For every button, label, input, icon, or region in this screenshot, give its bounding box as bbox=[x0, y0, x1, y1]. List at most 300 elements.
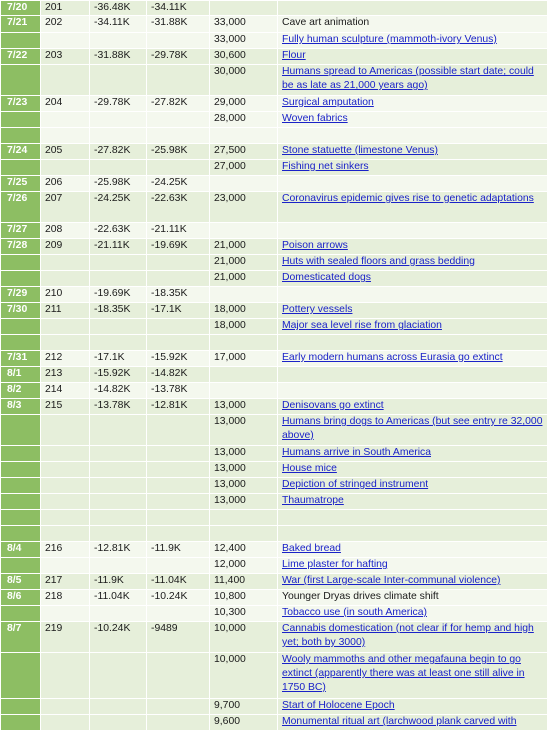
event-cell[interactable] bbox=[278, 383, 548, 399]
end-value-cell[interactable] bbox=[147, 239, 210, 255]
date-text: 7/29 bbox=[7, 288, 28, 299]
table-row bbox=[1, 542, 548, 558]
day-number-cell[interactable] bbox=[41, 223, 90, 239]
event-link[interactable]: Poison arrows bbox=[282, 240, 348, 251]
day-number-cell[interactable] bbox=[41, 255, 90, 271]
event-link[interactable]: Fishing net sinkers bbox=[282, 161, 369, 172]
start-value-text: -10.24K bbox=[94, 623, 131, 634]
event-cell[interactable] bbox=[278, 478, 548, 494]
date-cell[interactable] bbox=[1, 1, 41, 16]
start-value-cell[interactable] bbox=[90, 462, 147, 478]
day-number-cell[interactable] bbox=[41, 653, 90, 699]
start-value-cell[interactable] bbox=[90, 399, 147, 415]
date-cell[interactable] bbox=[1, 399, 41, 415]
start-value-cell[interactable] bbox=[90, 478, 147, 494]
event-link[interactable]: Lime plaster for hafting bbox=[282, 559, 388, 570]
date-cell[interactable] bbox=[1, 383, 41, 399]
day-number-cell[interactable] bbox=[41, 33, 90, 49]
table-row bbox=[1, 367, 548, 383]
event-cell[interactable] bbox=[278, 192, 548, 223]
event-link[interactable]: Huts with sealed floors and grass bedding bbox=[282, 256, 475, 267]
years-ago-cell[interactable] bbox=[210, 462, 278, 478]
start-value-cell[interactable] bbox=[90, 49, 147, 65]
event-link[interactable]: Humans arrive in South America bbox=[282, 447, 431, 458]
event-link[interactable]: Pottery vessels bbox=[282, 304, 353, 315]
event-cell[interactable] bbox=[278, 558, 548, 574]
day-number-cell[interactable] bbox=[41, 699, 90, 715]
day-number-cell[interactable] bbox=[41, 446, 90, 462]
years-ago-cell[interactable] bbox=[210, 49, 278, 65]
end-value-cell[interactable] bbox=[147, 255, 210, 271]
event-link[interactable]: Early modern humans across Eurasia go extinct bbox=[282, 352, 503, 363]
day-number-cell[interactable] bbox=[41, 494, 90, 510]
end-value-text: -12.81K bbox=[151, 400, 188, 411]
years-ago-cell[interactable] bbox=[210, 415, 278, 446]
end-value-cell[interactable] bbox=[147, 622, 210, 653]
start-value-text: -18.35K bbox=[94, 304, 131, 315]
years-ago-cell[interactable] bbox=[210, 383, 278, 399]
end-value-cell[interactable] bbox=[147, 399, 210, 415]
years-ago-cell[interactable] bbox=[210, 653, 278, 699]
date-cell[interactable] bbox=[1, 699, 41, 715]
day-number-cell[interactable] bbox=[41, 399, 90, 415]
years-ago-cell[interactable] bbox=[210, 176, 278, 192]
event-link[interactable]: Tobacco use (in south America) bbox=[282, 607, 427, 618]
day-number-cell[interactable] bbox=[41, 367, 90, 383]
day-number-cell[interactable] bbox=[41, 462, 90, 478]
years-ago-cell[interactable] bbox=[210, 335, 278, 351]
table-row bbox=[1, 128, 548, 144]
years-ago-cell[interactable] bbox=[210, 1, 278, 16]
day-number-cell[interactable] bbox=[41, 96, 90, 112]
event-link[interactable]: Fully human sculpture (mammoth-ivory Venus) bbox=[282, 34, 497, 45]
date-cell[interactable] bbox=[1, 622, 41, 653]
event-cell[interactable] bbox=[278, 510, 548, 526]
event-cell[interactable] bbox=[278, 96, 548, 112]
table-row bbox=[1, 112, 548, 128]
end-value-cell[interactable] bbox=[147, 510, 210, 526]
day-number-cell[interactable] bbox=[41, 303, 90, 319]
end-value-text: -27.82K bbox=[151, 97, 188, 108]
event-link[interactable]: War (first Large-scale Inter-communal violence) bbox=[282, 575, 501, 586]
date-cell[interactable] bbox=[1, 606, 41, 622]
end-value-cell[interactable] bbox=[147, 160, 210, 176]
date-cell[interactable] bbox=[1, 65, 41, 96]
years-ago-text: 17,000 bbox=[214, 352, 246, 363]
years-ago-text: 28,000 bbox=[214, 113, 246, 124]
day-number-cell[interactable] bbox=[41, 335, 90, 351]
date-cell[interactable] bbox=[1, 128, 41, 144]
event-cell[interactable] bbox=[278, 144, 548, 160]
years-ago-cell[interactable] bbox=[210, 367, 278, 383]
date-cell[interactable] bbox=[1, 526, 41, 542]
day-number-cell[interactable] bbox=[41, 319, 90, 335]
day-number-text: 207 bbox=[45, 193, 63, 204]
end-value-cell[interactable] bbox=[147, 49, 210, 65]
date-cell[interactable] bbox=[1, 367, 41, 383]
end-value-cell[interactable] bbox=[147, 606, 210, 622]
end-value-cell[interactable] bbox=[147, 542, 210, 558]
end-value-cell[interactable] bbox=[147, 144, 210, 160]
start-value-cell[interactable] bbox=[90, 415, 147, 446]
event-link[interactable]: Denisovans go extinct bbox=[282, 400, 384, 411]
day-number-cell[interactable] bbox=[41, 112, 90, 128]
start-value-cell[interactable] bbox=[90, 16, 147, 33]
date-text: 7/26 bbox=[7, 193, 28, 204]
years-ago-cell[interactable] bbox=[210, 399, 278, 415]
day-number-cell[interactable] bbox=[41, 1, 90, 16]
start-value-cell[interactable] bbox=[90, 383, 147, 399]
day-number-cell[interactable] bbox=[41, 590, 90, 606]
years-ago-cell[interactable] bbox=[210, 478, 278, 494]
start-value-cell[interactable] bbox=[90, 653, 147, 699]
event-cell[interactable] bbox=[278, 606, 548, 622]
years-ago-cell[interactable] bbox=[210, 494, 278, 510]
day-number-cell[interactable] bbox=[41, 622, 90, 653]
date-cell[interactable] bbox=[1, 176, 41, 192]
day-number-cell[interactable] bbox=[41, 239, 90, 255]
years-ago-cell[interactable] bbox=[210, 351, 278, 367]
date-cell[interactable] bbox=[1, 49, 41, 65]
end-value-cell[interactable] bbox=[147, 478, 210, 494]
event-cell[interactable] bbox=[278, 223, 548, 239]
years-ago-cell[interactable] bbox=[210, 590, 278, 606]
date-cell[interactable] bbox=[1, 287, 41, 303]
end-value-cell[interactable] bbox=[147, 319, 210, 335]
day-number-cell[interactable] bbox=[41, 526, 90, 542]
years-ago-cell[interactable] bbox=[210, 271, 278, 287]
date-cell[interactable] bbox=[1, 16, 41, 33]
event-link[interactable]: Humans spread to Americas (possible start date; could be as late as 21,000 years ago) bbox=[282, 66, 534, 91]
end-value-cell[interactable] bbox=[147, 574, 210, 590]
day-number-cell[interactable] bbox=[41, 160, 90, 176]
day-number-cell[interactable] bbox=[41, 176, 90, 192]
day-number-cell[interactable] bbox=[41, 49, 90, 65]
date-cell[interactable] bbox=[1, 160, 41, 176]
start-value-cell[interactable] bbox=[90, 622, 147, 653]
event-link[interactable]: Coronavirus epidemic gives rise to genetic adaptations bbox=[282, 193, 534, 204]
start-value-cell[interactable] bbox=[90, 239, 147, 255]
event-cell[interactable] bbox=[278, 351, 548, 367]
date-cell[interactable] bbox=[1, 510, 41, 526]
years-ago-cell[interactable] bbox=[210, 112, 278, 128]
event-link[interactable]: Flour bbox=[282, 50, 306, 61]
date-cell[interactable] bbox=[1, 590, 41, 606]
day-number-cell[interactable] bbox=[41, 574, 90, 590]
years-ago-cell[interactable] bbox=[210, 446, 278, 462]
end-value-cell[interactable] bbox=[147, 590, 210, 606]
event-link[interactable]: Cannabis domestication (not clear if for hemp and high yet; both by 3000) bbox=[282, 623, 534, 648]
event-link[interactable]: Thaumatrope bbox=[282, 495, 344, 506]
start-value-cell[interactable] bbox=[90, 128, 147, 144]
end-value-cell[interactable] bbox=[147, 271, 210, 287]
date-cell[interactable] bbox=[1, 542, 41, 558]
years-ago-cell[interactable] bbox=[210, 16, 278, 33]
day-number-cell[interactable] bbox=[41, 128, 90, 144]
event-link[interactable]: Depiction of stringed instrument bbox=[282, 479, 429, 490]
end-value-cell[interactable] bbox=[147, 653, 210, 699]
event-cell[interactable] bbox=[278, 590, 548, 606]
years-ago-cell[interactable] bbox=[210, 287, 278, 303]
event-cell[interactable] bbox=[278, 160, 548, 176]
start-value-cell[interactable] bbox=[90, 542, 147, 558]
event-cell[interactable] bbox=[278, 49, 548, 65]
table-row bbox=[1, 383, 548, 399]
end-value-cell[interactable] bbox=[147, 351, 210, 367]
years-ago-cell[interactable] bbox=[210, 303, 278, 319]
date-cell[interactable] bbox=[1, 335, 41, 351]
end-value-text: -11.04K bbox=[151, 575, 187, 586]
date-cell[interactable] bbox=[1, 574, 41, 590]
day-number-cell[interactable] bbox=[41, 192, 90, 223]
start-value-cell[interactable] bbox=[90, 223, 147, 239]
years-ago-text: 18,000 bbox=[214, 304, 246, 315]
date-cell[interactable] bbox=[1, 223, 41, 239]
event-link[interactable]: Humans bring dogs to Americas (but see entry re 32,000 above) bbox=[282, 416, 543, 441]
years-ago-cell[interactable] bbox=[210, 542, 278, 558]
date-cell[interactable] bbox=[1, 558, 41, 574]
start-value-cell[interactable] bbox=[90, 446, 147, 462]
years-ago-cell[interactable] bbox=[210, 255, 278, 271]
start-value-cell[interactable] bbox=[90, 558, 147, 574]
years-ago-cell[interactable] bbox=[210, 65, 278, 96]
day-number-text: 211 bbox=[45, 304, 62, 315]
start-value-cell[interactable] bbox=[90, 526, 147, 542]
end-value-cell[interactable] bbox=[147, 33, 210, 49]
start-value-cell[interactable] bbox=[90, 699, 147, 715]
years-ago-text: 13,000 bbox=[214, 447, 246, 458]
years-ago-cell[interactable] bbox=[210, 239, 278, 255]
years-ago-text: 12,400 bbox=[214, 543, 246, 554]
day-number-cell[interactable] bbox=[41, 558, 90, 574]
years-ago-cell[interactable] bbox=[210, 622, 278, 653]
event-cell[interactable] bbox=[278, 526, 548, 542]
date-cell[interactable] bbox=[1, 715, 41, 731]
years-ago-cell[interactable] bbox=[210, 128, 278, 144]
end-value-cell[interactable] bbox=[147, 415, 210, 446]
event-cell[interactable] bbox=[278, 319, 548, 335]
event-link[interactable]: Major sea level rise from glaciation bbox=[282, 320, 442, 331]
years-ago-cell[interactable] bbox=[210, 510, 278, 526]
years-ago-text: 13,000 bbox=[214, 463, 246, 474]
date-cell[interactable] bbox=[1, 255, 41, 271]
day-number-cell[interactable] bbox=[41, 16, 90, 33]
start-value-cell[interactable] bbox=[90, 494, 147, 510]
day-number-cell[interactable] bbox=[41, 271, 90, 287]
years-ago-cell[interactable] bbox=[210, 192, 278, 223]
event-cell[interactable] bbox=[278, 271, 548, 287]
event-cell[interactable] bbox=[278, 303, 548, 319]
start-value-cell[interactable] bbox=[90, 160, 147, 176]
day-number-text: 209 bbox=[45, 240, 63, 251]
event-cell[interactable] bbox=[278, 622, 548, 653]
start-value-cell[interactable] bbox=[90, 33, 147, 49]
day-number-text: 214 bbox=[45, 384, 63, 395]
event-cell[interactable] bbox=[278, 335, 548, 351]
day-number-cell[interactable] bbox=[41, 383, 90, 399]
date-cell[interactable] bbox=[1, 415, 41, 446]
event-link[interactable]: Woven fabrics bbox=[282, 113, 348, 124]
end-value-text: -15.92K bbox=[151, 352, 188, 363]
start-value-cell[interactable] bbox=[90, 319, 147, 335]
years-ago-cell[interactable] bbox=[210, 558, 278, 574]
end-value-cell[interactable] bbox=[147, 96, 210, 112]
start-value-cell[interactable] bbox=[90, 96, 147, 112]
start-value-cell[interactable] bbox=[90, 606, 147, 622]
event-cell[interactable] bbox=[278, 542, 548, 558]
end-value-cell[interactable] bbox=[147, 1, 210, 16]
end-value-cell[interactable] bbox=[147, 192, 210, 223]
event-cell[interactable] bbox=[278, 112, 548, 128]
start-value-cell[interactable] bbox=[90, 287, 147, 303]
day-number-cell[interactable] bbox=[41, 510, 90, 526]
event-cell[interactable] bbox=[278, 287, 548, 303]
event-cell[interactable] bbox=[278, 462, 548, 478]
event-link[interactable]: Wooly mammoths and other megafauna begin to go extinct (apparently there was at least one still alive in 1750 BC) bbox=[282, 654, 525, 693]
start-value-text: -15.92K bbox=[94, 368, 131, 379]
event-cell[interactable] bbox=[278, 1, 548, 16]
years-ago-cell[interactable] bbox=[210, 574, 278, 590]
start-value-cell[interactable] bbox=[90, 192, 147, 223]
date-cell[interactable] bbox=[1, 33, 41, 49]
date-cell[interactable] bbox=[1, 319, 41, 335]
date-cell[interactable] bbox=[1, 351, 41, 367]
date-cell[interactable] bbox=[1, 144, 41, 160]
end-value-cell[interactable] bbox=[147, 303, 210, 319]
day-number-cell[interactable] bbox=[41, 715, 90, 731]
event-cell[interactable] bbox=[278, 494, 548, 510]
day-number-cell[interactable] bbox=[41, 144, 90, 160]
start-value-cell[interactable] bbox=[90, 367, 147, 383]
years-ago-cell[interactable] bbox=[210, 96, 278, 112]
event-cell[interactable] bbox=[278, 33, 548, 49]
event-cell[interactable] bbox=[278, 653, 548, 699]
years-ago-cell[interactable] bbox=[210, 223, 278, 239]
event-cell[interactable] bbox=[278, 176, 548, 192]
event-link[interactable]: Domesticated dogs bbox=[282, 272, 371, 283]
end-value-cell[interactable] bbox=[147, 383, 210, 399]
event-link[interactable]: Start of Holocene Epoch bbox=[282, 700, 395, 711]
start-value-cell[interactable] bbox=[90, 65, 147, 96]
start-value-cell[interactable] bbox=[90, 255, 147, 271]
end-value-cell[interactable] bbox=[147, 367, 210, 383]
start-value-cell[interactable] bbox=[90, 144, 147, 160]
end-value-cell[interactable] bbox=[147, 335, 210, 351]
event-cell[interactable] bbox=[278, 399, 548, 415]
years-ago-cell[interactable] bbox=[210, 526, 278, 542]
day-number-cell[interactable] bbox=[41, 478, 90, 494]
end-value-cell[interactable] bbox=[147, 176, 210, 192]
start-value-cell[interactable] bbox=[90, 351, 147, 367]
day-number-text: 203 bbox=[45, 50, 63, 61]
end-value-cell[interactable] bbox=[147, 112, 210, 128]
event-cell[interactable] bbox=[278, 415, 548, 446]
start-value-cell[interactable] bbox=[90, 1, 147, 16]
end-value-cell[interactable] bbox=[147, 699, 210, 715]
event-cell[interactable] bbox=[278, 65, 548, 96]
end-value-cell[interactable] bbox=[147, 65, 210, 96]
date-text: 7/20 bbox=[7, 2, 28, 13]
end-value-cell[interactable] bbox=[147, 558, 210, 574]
years-ago-cell[interactable] bbox=[210, 144, 278, 160]
event-cell[interactable] bbox=[278, 446, 548, 462]
end-value-cell[interactable] bbox=[147, 494, 210, 510]
event-link[interactable]: Baked bread bbox=[282, 543, 341, 554]
years-ago-cell[interactable] bbox=[210, 715, 278, 731]
years-ago-cell[interactable] bbox=[210, 33, 278, 49]
event-link[interactable]: Monumental ritual art (larchwood plank carved with bbox=[282, 716, 517, 727]
event-cell[interactable] bbox=[278, 128, 548, 144]
event-cell[interactable] bbox=[278, 239, 548, 255]
table-row bbox=[1, 574, 548, 590]
start-value-cell[interactable] bbox=[90, 271, 147, 287]
event-link[interactable]: Stone statuette (limestone Venus) bbox=[282, 145, 438, 156]
start-value-cell[interactable] bbox=[90, 510, 147, 526]
start-value-cell[interactable] bbox=[90, 590, 147, 606]
end-value-cell[interactable] bbox=[147, 223, 210, 239]
years-ago-cell[interactable] bbox=[210, 699, 278, 715]
event-link[interactable]: Surgical amputation bbox=[282, 97, 374, 108]
date-cell[interactable] bbox=[1, 478, 41, 494]
event-cell[interactable] bbox=[278, 16, 548, 33]
day-number-cell[interactable] bbox=[41, 415, 90, 446]
day-number-cell[interactable] bbox=[41, 351, 90, 367]
end-value-text: -29.78K bbox=[151, 50, 188, 61]
table-row bbox=[1, 351, 548, 367]
date-cell[interactable] bbox=[1, 192, 41, 223]
end-value-cell[interactable] bbox=[147, 128, 210, 144]
start-value-cell[interactable] bbox=[90, 574, 147, 590]
day-number-cell[interactable] bbox=[41, 542, 90, 558]
date-cell[interactable] bbox=[1, 494, 41, 510]
date-cell[interactable] bbox=[1, 271, 41, 287]
table-row bbox=[1, 446, 548, 462]
date-cell[interactable] bbox=[1, 303, 41, 319]
date-cell[interactable] bbox=[1, 96, 41, 112]
start-value-cell[interactable] bbox=[90, 715, 147, 731]
start-value-cell[interactable] bbox=[90, 335, 147, 351]
date-cell[interactable] bbox=[1, 446, 41, 462]
day-number-cell[interactable] bbox=[41, 65, 90, 96]
event-link[interactable]: House mice bbox=[282, 463, 337, 474]
day-number-cell[interactable] bbox=[41, 606, 90, 622]
years-ago-cell[interactable] bbox=[210, 319, 278, 335]
years-ago-text: 21,000 bbox=[214, 272, 246, 283]
day-number-cell[interactable] bbox=[41, 287, 90, 303]
end-value-cell[interactable] bbox=[147, 526, 210, 542]
date-cell[interactable] bbox=[1, 112, 41, 128]
start-value-cell[interactable] bbox=[90, 303, 147, 319]
date-cell[interactable] bbox=[1, 462, 41, 478]
date-cell[interactable] bbox=[1, 239, 41, 255]
event-cell[interactable] bbox=[278, 574, 548, 590]
date-cell[interactable] bbox=[1, 653, 41, 699]
start-value-cell[interactable] bbox=[90, 112, 147, 128]
event-cell[interactable] bbox=[278, 255, 548, 271]
event-cell[interactable] bbox=[278, 715, 548, 731]
end-value-cell[interactable] bbox=[147, 16, 210, 33]
start-value-cell[interactable] bbox=[90, 176, 147, 192]
years-ago-cell[interactable] bbox=[210, 606, 278, 622]
table-row bbox=[1, 303, 548, 319]
end-value-cell[interactable] bbox=[147, 462, 210, 478]
end-value-cell[interactable] bbox=[147, 287, 210, 303]
event-cell[interactable] bbox=[278, 699, 548, 715]
event-cell[interactable] bbox=[278, 367, 548, 383]
end-value-cell[interactable] bbox=[147, 446, 210, 462]
years-ago-cell[interactable] bbox=[210, 160, 278, 176]
end-value-cell[interactable] bbox=[147, 715, 210, 731]
